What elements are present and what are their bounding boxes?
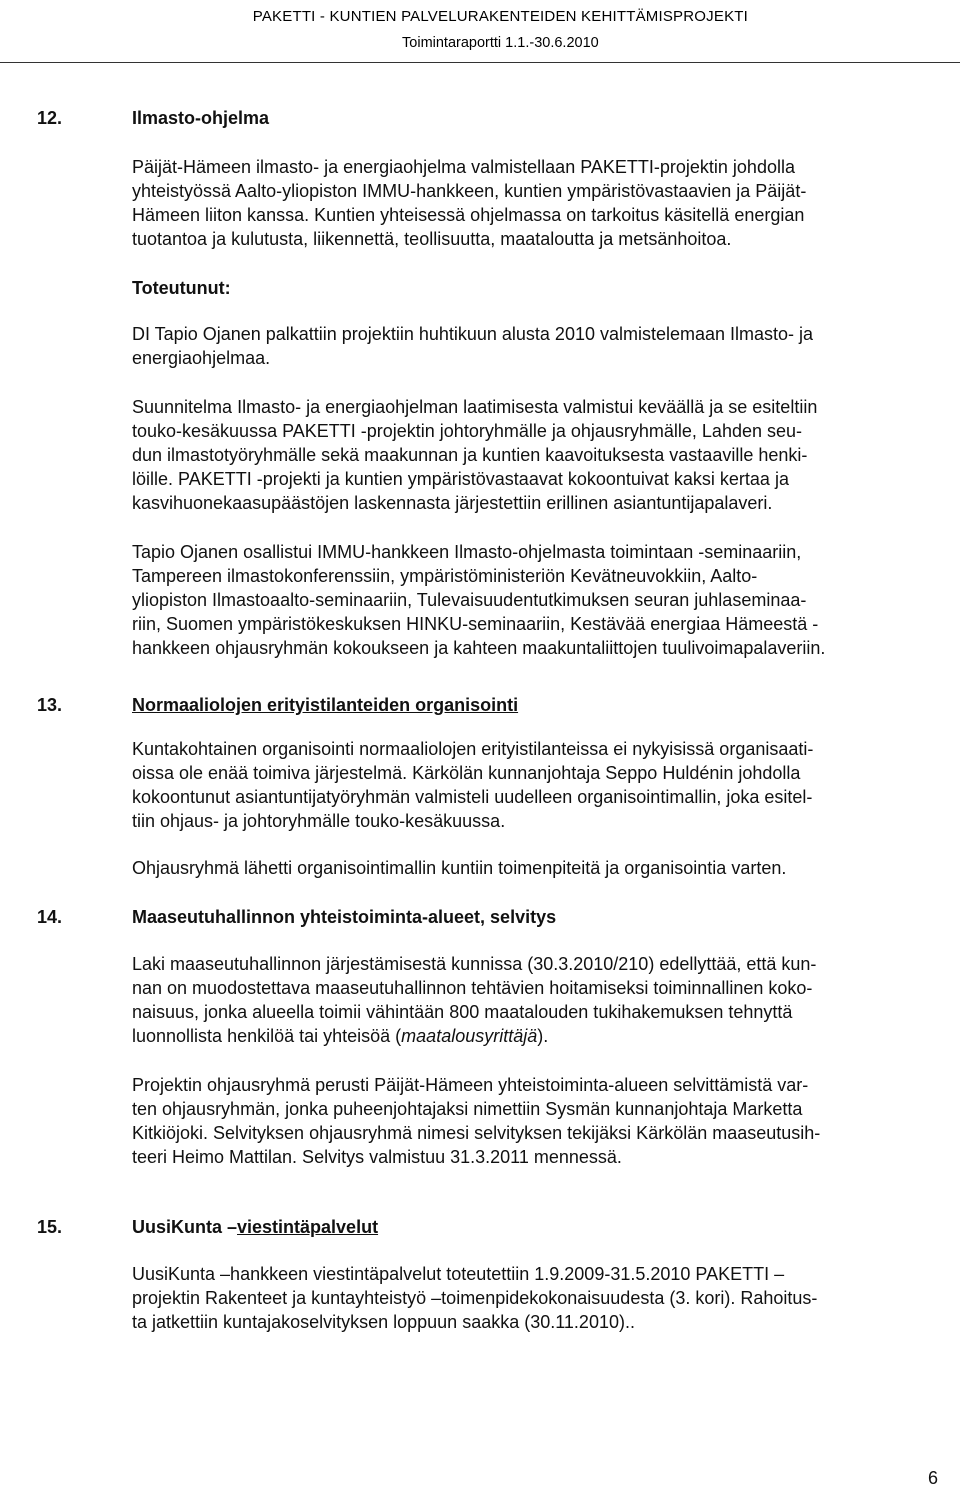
- paragraph: Ohjausryhmä lähetti organisointimallin kuntiin toimenpiteitä ja organisointia varten.: [132, 858, 787, 878]
- section-number: 13.: [37, 695, 63, 715]
- section-number: 12.: [37, 108, 63, 128]
- paragraph: DI Tapio Ojanen palkattiin projektiin huhtikuun alusta 2010 valmistelemaan Ilmasto- ja energiaohjelmaa.: [132, 324, 814, 368]
- section-number: 14.: [37, 907, 63, 927]
- paragraph: Päijät-Hämeen ilmasto- ja energiaohjelma valmistellaan PAKETTI-projektin johdolla yhteistyössä Aalto-yliopiston IMMU-hankkeen, kuntien ympäristövastaavien ja Päijät- Hämeen liiton kanssa. Kuntien yhteisessä ohjelmassa on tarkoitus käsitellä energian tuotantoa ja kulutusta, liikennettä, teollisuutta, maataloutta ja metsänhoitoa.: [132, 157, 807, 249]
- section-title: Normaaliolojen erityistilanteiden organisointi: [132, 695, 519, 715]
- header-rule: [0, 62, 960, 63]
- paragraph: Laki maaseutuhallinnon järjestämisestä kunnissa (30.3.2010/210) edellyttää, että kun- nan on muodostettava maaseutuhallinnon tehtävien hoitamiseksi toiminnallinen koko- naisuus, jonka alueella toimii vähintään 800 maatalouden tukihakemuksen tehnyttä luonnollista henkilöä tai yhteisöä (maatalousyrittäjä).: [132, 954, 817, 1046]
- paragraph: Kuntakohtainen organisointi normaaliolojen erityistilanteissa ei nykyisissä organisaati- oissa ole enää toimiva järjestelmä. Kärkölän kunnanjohtaja Seppo Huldénin johdolla kokoontunut asiantuntijatyöryhmän valmisteli uudelleen organisointimallin, joka esitel- tiin ohjaus- ja johtoryhmälle touko-kesäkuussa.: [132, 739, 814, 831]
- paragraph: Tapio Ojanen osallistui IMMU-hankkeen Ilmasto-ohjelmasta toimintaan -seminaariin, Tampereen ilmastokonferenssiin, ympäristöministeriön Kevätneuvokkiin, Aalto- yliopiston Ilmastoaalto-seminaariin, Tulevaisuudentutkimuksen seuran juhlaseminaa- riin, Suomen ympäristökeskuksen HINKU-seminaariin, Kestävää energiaa Hämeestä - hankkeen ohjausryhmän kokoukseen ja kahteen maakuntaliittojen tuulivoimapalaveriin.: [132, 542, 826, 658]
- page-header: [253, 4, 748, 56]
- document-body: [37, 103, 957, 1334]
- section-13-heading: [37, 690, 957, 720]
- paragraph: Projektin ohjausryhmä perusti Päijät-Hämeen yhteistoiminta-alueen selvittämistä var- ten ohjausryhmän, jonka puheenjohtajaksi nimettiin Sysmän kunnanjohtaja Marketta Kitkiöjoki. Selvityksen ohjausryhmä nimesi selvityksen tekijäksi Kärkölän maaseutusih- teeri Heimo Mattilan. Selvitys valmistuu 31.3.2011 mennessä.: [132, 1075, 821, 1167]
- section-12-heading: [37, 103, 957, 133]
- section-14-heading: [37, 902, 957, 932]
- page-number: 6: [927, 1468, 938, 1488]
- section-number: 15.: [37, 1217, 63, 1237]
- paragraph: Suunnitelma Ilmasto- ja energiaohjelman laatimisesta valmistui keväällä ja se esiteltiin touko-kesäkuussa PAKETTI -projektin johtoryhmälle ja ohjausryhmälle, Lahden seu- dun ilmastotyöryhmälle sekä maakunnan ja kuntien kaavoituksesta vastaaville henki- löille. PAKETTI -projekti ja kuntien ympäristövastaavat kokoontuivat kaksi kertaa ja kasvihuonekaasupäästöjen laskennasta järjestettiin erillinen asiantuntijapalaveri.: [132, 397, 818, 513]
- subheading-realized: Toteutunut:: [132, 278, 231, 298]
- paragraph: UusiKunta –hankkeen viestintäpalvelut toteutettiin 1.9.2009-31.5.2010 PAKETTI – projektin Rakenteet ja kuntayhteistyö –toimenpidekokonaisuudesta (3. kori). Rahoitus- ta jatkettiin kuntajakoselvityksen loppuun saakka (30.11.2010)..: [132, 1264, 818, 1332]
- section-15-heading: [37, 1212, 957, 1242]
- section-title: UusiKunta –viestintäpalvelut: [132, 1217, 379, 1237]
- report-period: Toimintaraportti 1.1.-30.6.2010: [402, 35, 599, 51]
- section-title: Maaseutuhallinnon yhteistoiminta-alueet, selvitys: [132, 907, 557, 927]
- section-title: Ilmasto-ohjelma: [132, 108, 270, 128]
- project-title: PAKETTI - KUNTIEN PALVELURAKENTEIDEN KEHITTÄMISPROJEKTI: [252, 8, 748, 25]
